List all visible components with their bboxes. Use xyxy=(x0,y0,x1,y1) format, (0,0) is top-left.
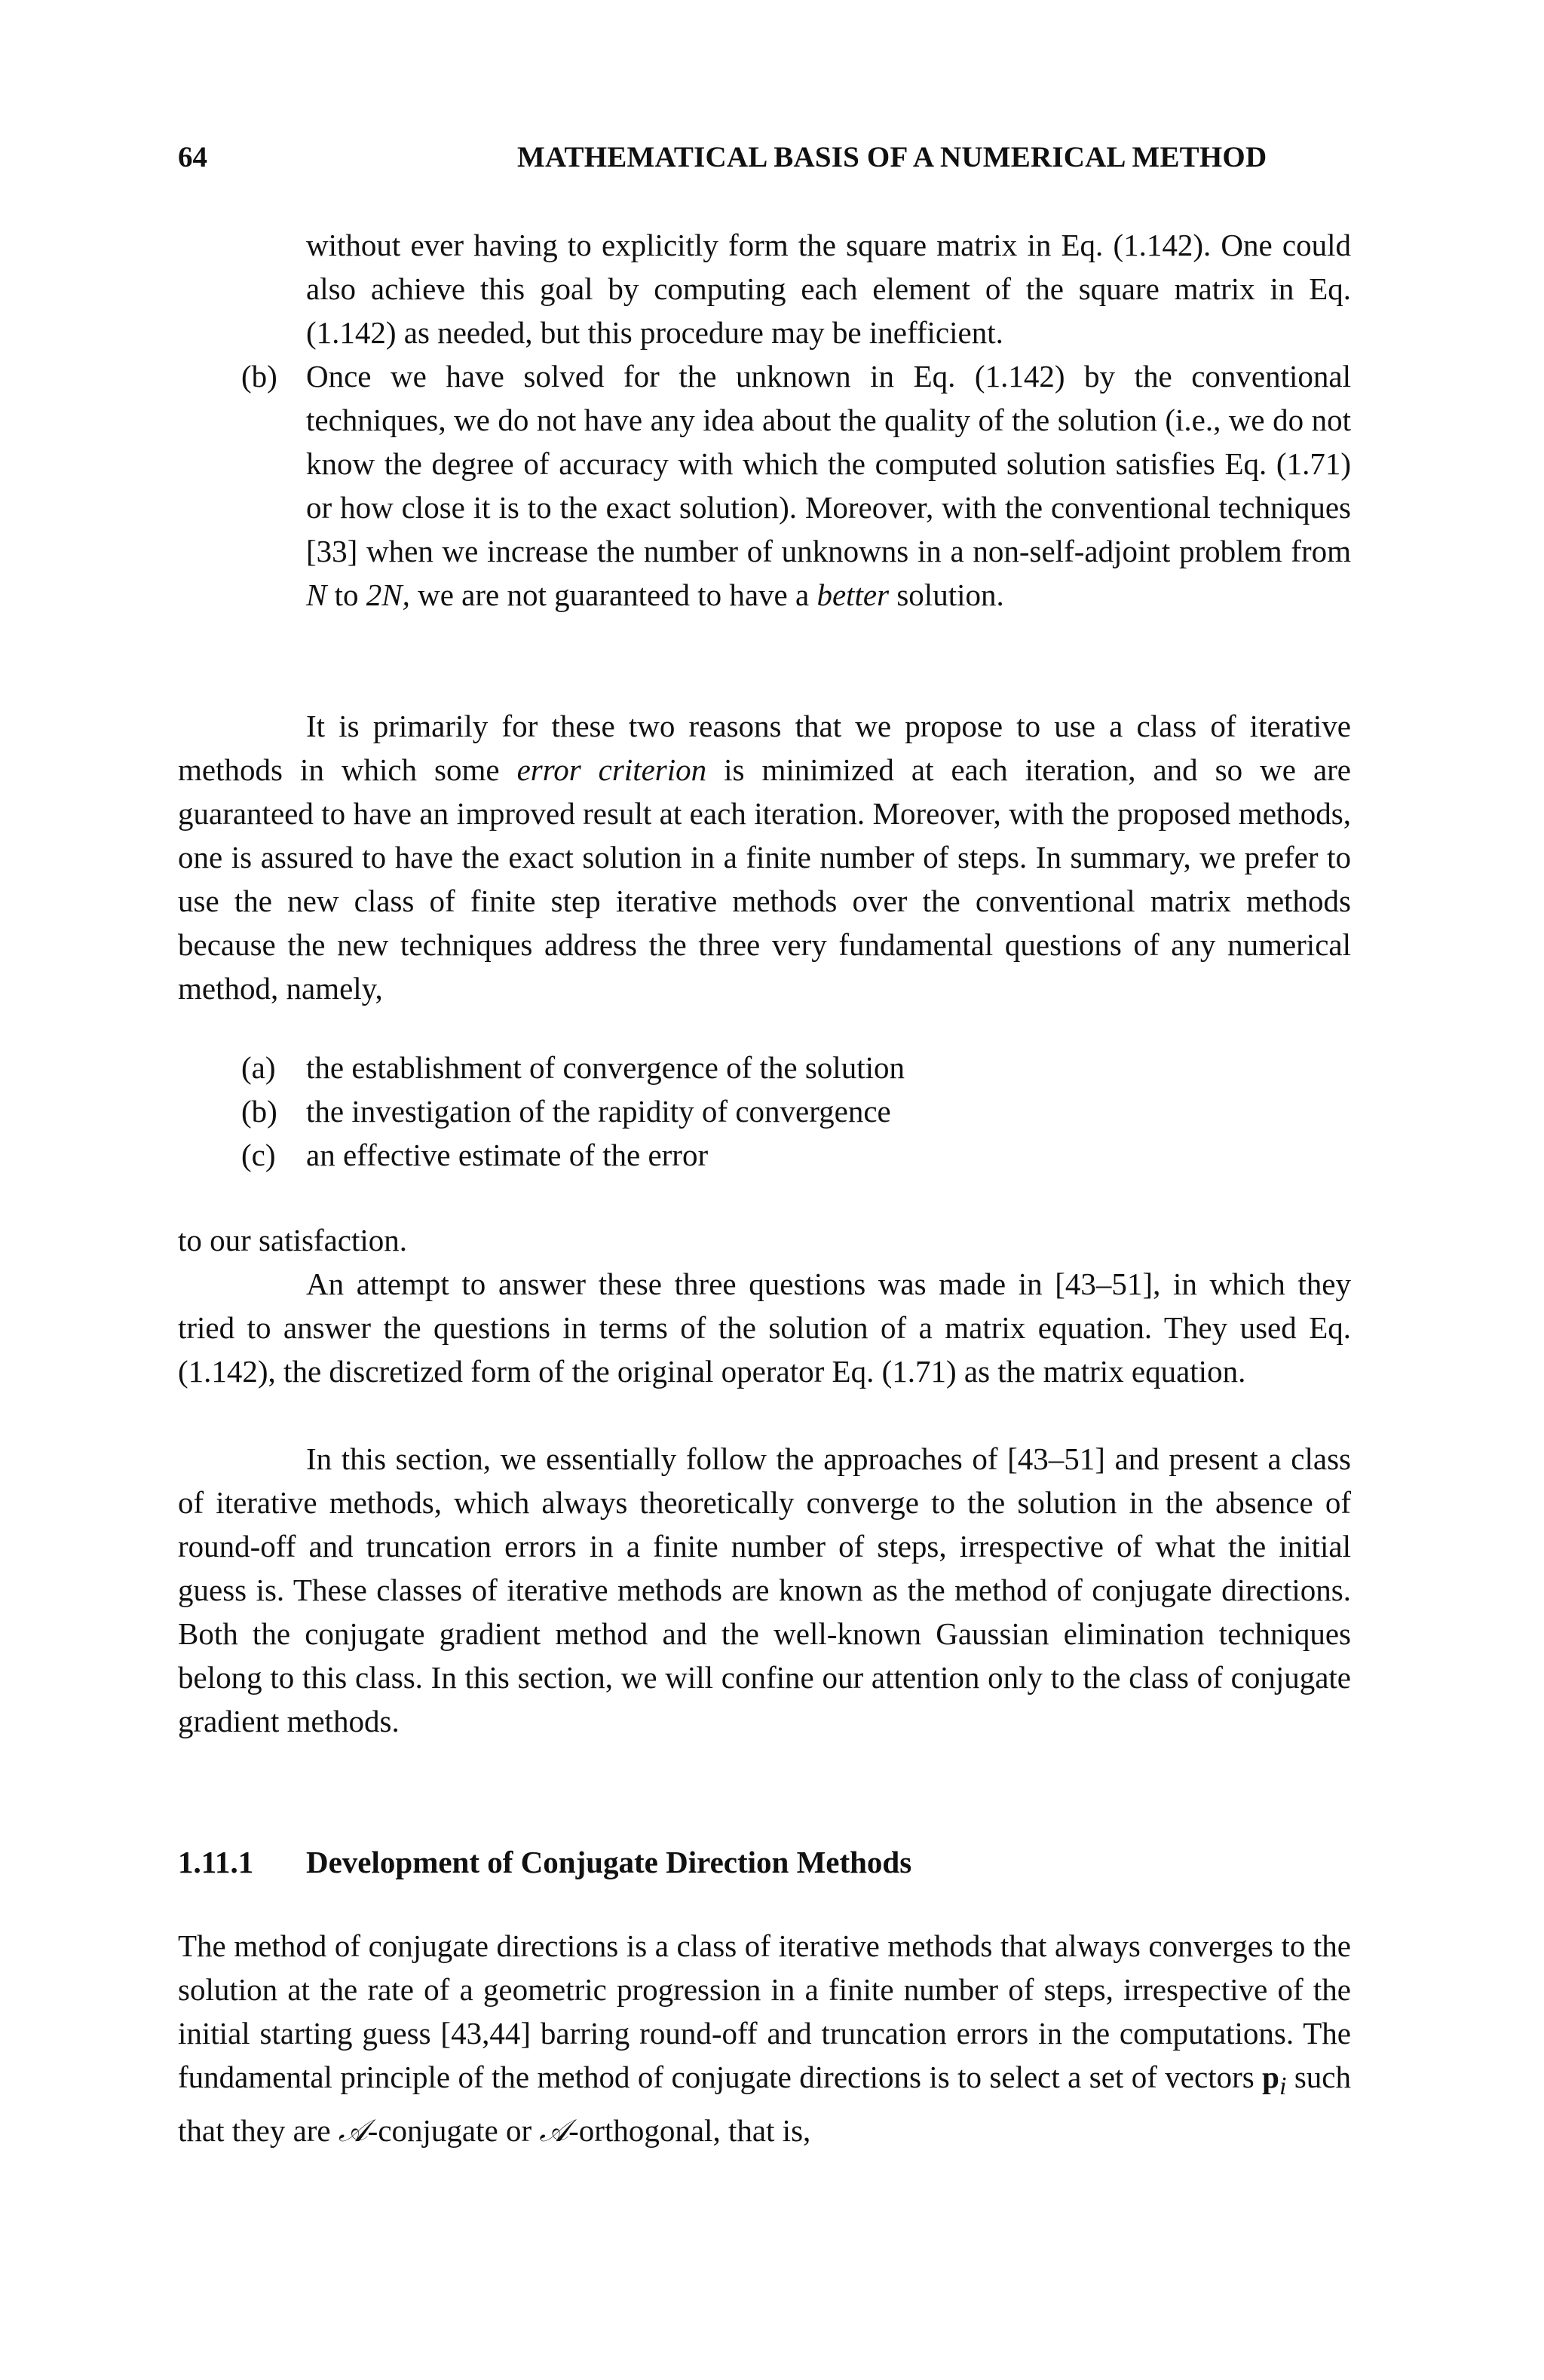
section-paragraph: In this section, we essentially follow the approaches of [43–51] and present a class of iterative methods, which always theoretically converge to the solution in the absence of round-off and truncation errors in a finite number of steps, irrespective of what the initial guess is. These classes of iterative methods are known as the method of conjugate directions. Both the conjugate gradient method and the well-known Gaussian elimination techniques belong to this class. In this section, we will confine our attention only to the class of conjugate gradient methods. xyxy=(178,1441,1351,1738)
reasons-paragraph xyxy=(178,704,1351,1010)
reasons-text-1: It is primarily for these two reasons that we propose to use a class of iterative methods in which some xyxy=(178,709,1351,787)
operator-a-2: 𝒜 xyxy=(539,2112,569,2149)
page-header xyxy=(178,140,1337,178)
running-title: MATHEMATICAL BASIS OF A NUMERICAL METHOD xyxy=(517,141,1267,173)
item-a-continuation: without ever having to explicitly form the square matrix in Eq. (1.142). One could also achieve this goal by computing each element of the square matrix in Eq. (1.142) as needed, but this procedure may be inefficient. xyxy=(306,228,1351,350)
final-paragraph xyxy=(178,1924,1351,2152)
question-c-label: (c) xyxy=(241,1138,276,1172)
question-b-text: the investigation of the rapidity of convergence xyxy=(306,1094,891,1129)
reasons-text-2: is minimized at each iteration, and so we are guaranteed to have an improved result at each iteration. Moreover, with the proposed methods, one is assured to have the exact solution in a finite number of steps. In summary, we prefer to use the new class of finite step iterative methods over the conventional matrix methods because the new techniques address the three very fundamental questions of any numerical method, namely, xyxy=(178,752,1351,1006)
vector-subscript-i: i xyxy=(1279,2072,1287,2101)
page-number: 64 xyxy=(178,141,207,173)
subsection-number: 1.11.1 xyxy=(178,1845,254,1879)
attempt-paragraph: An attempt to answer these three questions was made in [43–51], in which they tried to answer the questions in terms of the solution of a matrix equation. They used Eq. (1.142), the discretized form of the original operator Eq. (1.71) as the matrix equation. xyxy=(178,1267,1351,1389)
item-b-n: N xyxy=(306,577,327,612)
item-b-text xyxy=(306,354,1351,617)
final-text-4: -orthogonal, that is, xyxy=(568,2113,811,2149)
question-c-text: an effective estimate of the error xyxy=(306,1138,709,1172)
after-list-text: to our satisfaction. xyxy=(178,1223,408,1257)
question-b-label: (b) xyxy=(241,1094,277,1129)
item-b-label: (b) xyxy=(241,359,277,394)
final-text-3: -conjugate or xyxy=(367,2113,540,2149)
reasons-emphasis: error criterion xyxy=(516,752,707,787)
item-b-text-part-4: solution. xyxy=(889,577,1004,612)
item-b-text-part-3: we are not guaranteed to have a xyxy=(409,577,817,612)
item-b-better: better xyxy=(816,577,890,612)
item-b-text-part-2: to xyxy=(326,577,366,612)
subsection-title: Development of Conjugate Direction Methods xyxy=(306,1845,912,1879)
question-a-text: the establishment of convergence of the solution xyxy=(306,1050,905,1085)
final-text-2: such that they are xyxy=(178,2060,1352,2149)
final-text-1: The method of conjugate directions is a class of iterative methods that always converges to the solution at the rate of a geometric progression in a finite number of steps, irrespective of the initial starting guess [43,44] barring round-off and truncation errors in the computations. The fundamental principle of the method of conjugate directions is to select a set of vectors xyxy=(178,1928,1351,2094)
item-b-2n: 2N, xyxy=(366,577,410,612)
item-b-text-part-1: Once we have solved for the unknown in Eq. (1.142) by the conventional techniques, we do not have any idea about the quality of the solution (i.e., we do not know the degree of accuracy with which the computed solution satisfies Eq. (1.71) or how close it is to the exact solution). Moreover, with the conventional techniques [33] when we increase the number of unknowns in a non-self-adjoint problem from xyxy=(306,359,1351,568)
vector-p: p xyxy=(1262,2060,1279,2094)
operator-a-1: 𝒜 xyxy=(338,2112,368,2149)
question-a-label: (a) xyxy=(241,1050,276,1085)
